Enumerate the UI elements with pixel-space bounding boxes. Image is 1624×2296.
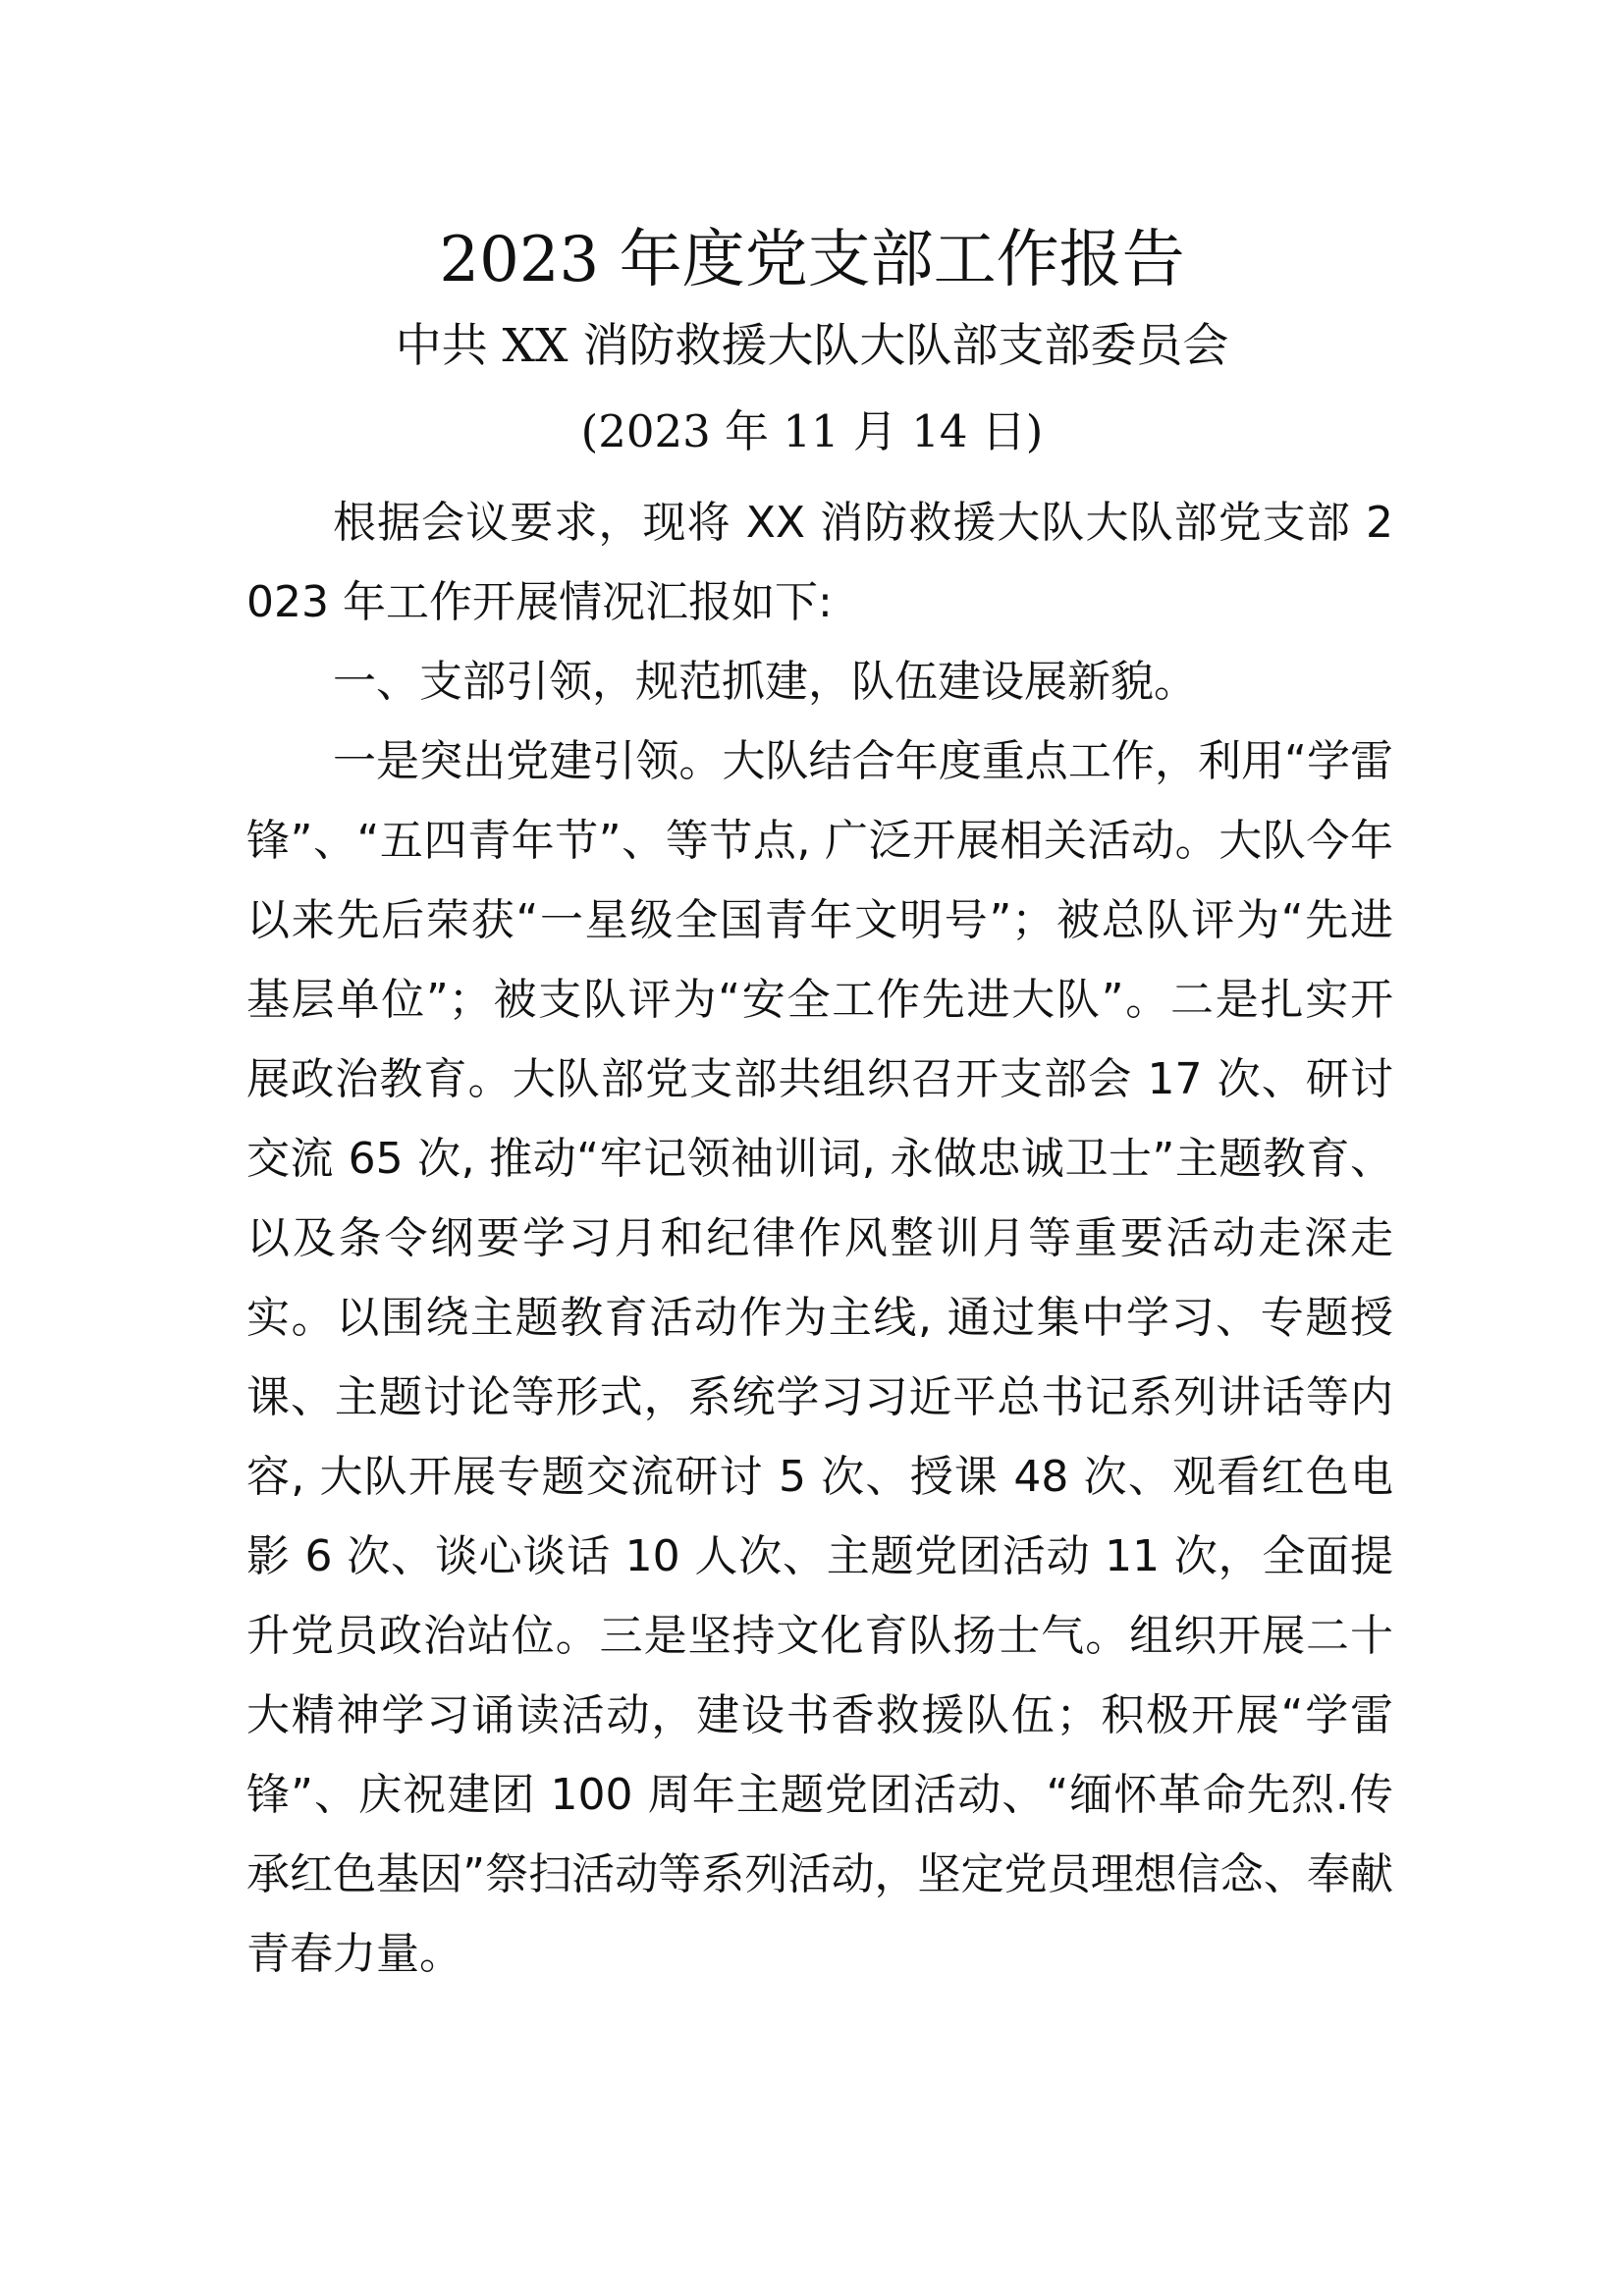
report-date: (2023 年 11 月 14 日): [580, 405, 1044, 457]
report-title: 2023 年度党支部工作报告: [439, 224, 1185, 296]
section-paragraph: 一是突出党建引领。大队结合年度重点工作，利用“学雷锋”、“五四青年节”、等节点, 广泛开展相关活动。大队今年以来先后荣获“一星级全国青年文明号”；被总队评为“先进基层单位”；被支队评为“安全工作先进大队”。二是扎实开展政治教育。大队部党支部共组织召开支部会 17 次、研讨交流 65 次, 推动“牢记领袖训词, 永做忠诚卫士”主题教育、以及条令纲要学习月和纪律作风整训月等重要活动走深走实。以围绕主题教育活动作为主线, 通过集中学习、专题授课、主题讨论等形式，系统学习习近平总书记系列讲话等内容, 大队开展专题交流研讨 5 次、授课 48 次、观看红色电影 6 次、谈心谈话 10 人次、主题党团活动 11 次，全面提升党员政治站位。三是坚持文化育队扬士气。组织开展二十大精神学习诵读活动，建设书香救援队伍；积极开展“学雷锋”、庆祝建团 100 周年主题党团活动、“缅怀革命先烈.传承红色基因”祭扫活动等系列活动，坚定党员理想信念、奉献青春力量。: [246, 736, 1393, 1979]
report-body: [246, 483, 1393, 1994]
section-heading: 一、支部引领，规范抓建，队伍建设展新貌。: [333, 657, 1197, 707]
intro-paragraph: 根据会议要求，现将 XX 消防救援大队大队部党支部 2023 年工作开展情况汇报如下:: [246, 498, 1393, 627]
report-subtitle: 中共 XX 消防救援大队大队部支部委员会: [395, 319, 1229, 373]
